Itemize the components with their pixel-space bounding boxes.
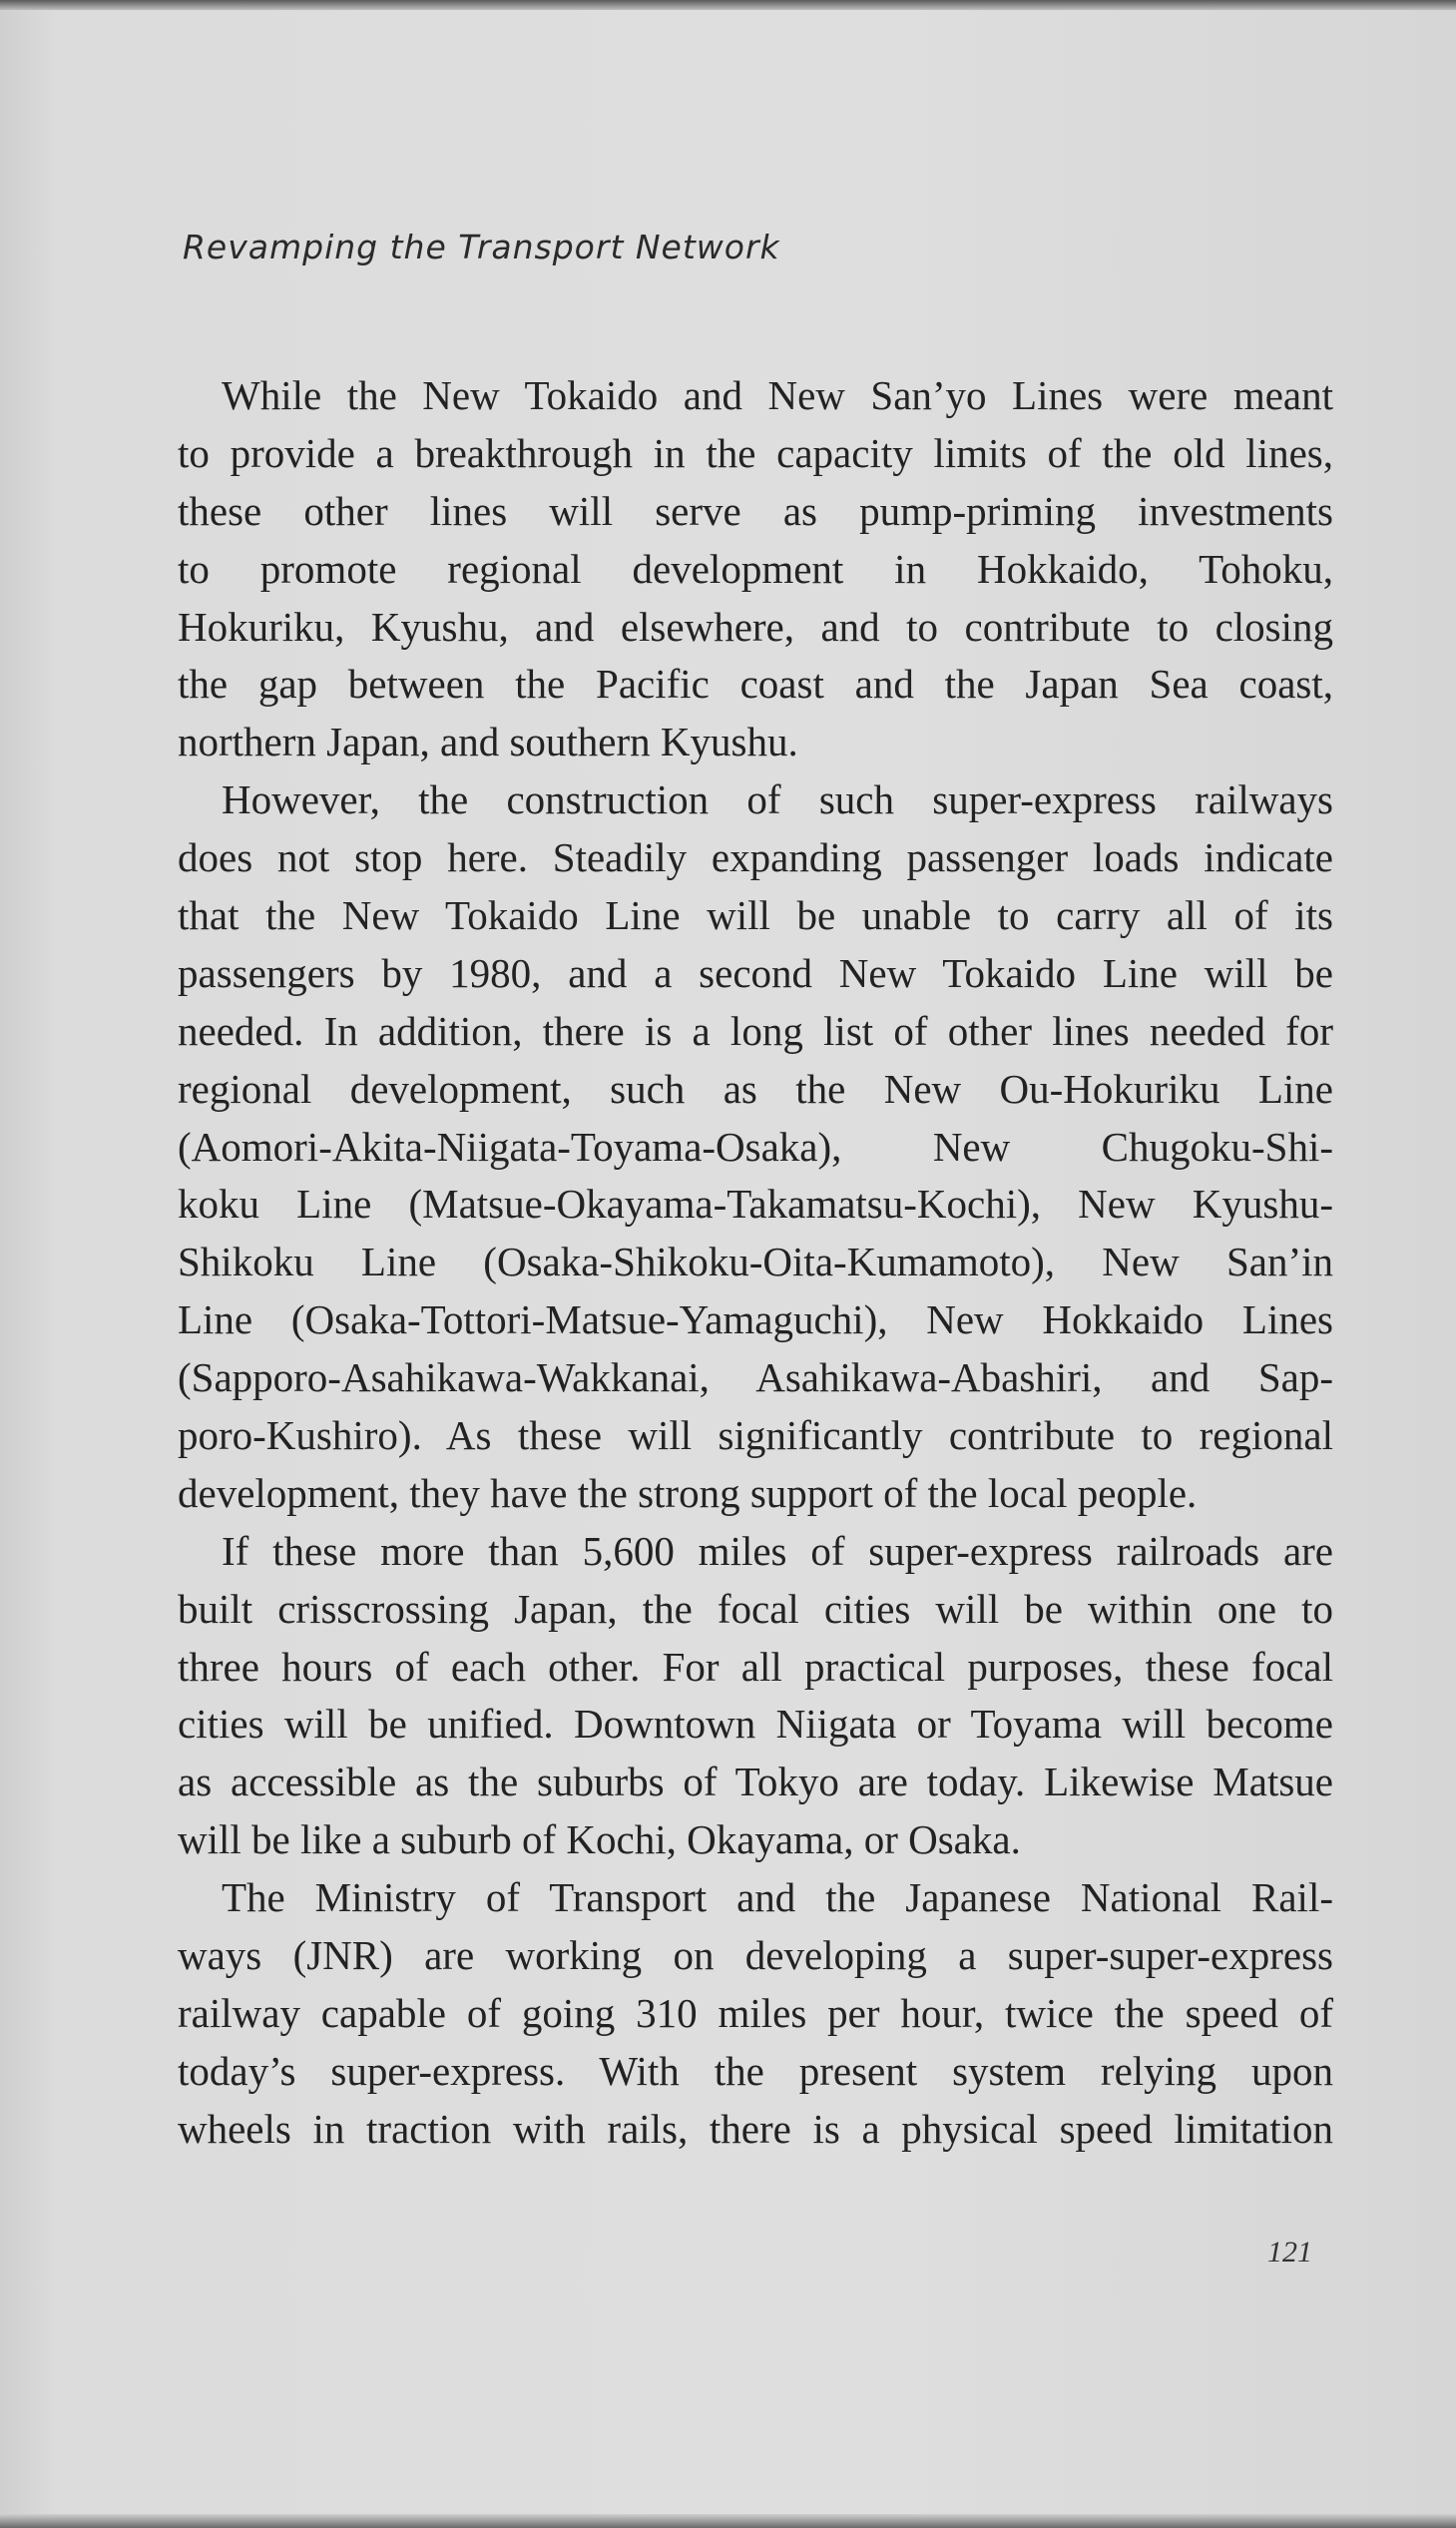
text-line: While the New Tokaido and New San’yo Lines were meant [222,372,1333,418]
text-line: today’s super-express. With the present system relying upon [178,2047,1333,2094]
text-line: Shikoku Line (Osaka-Shikoku-Oita-Kumamoto), New San’in [178,1239,1333,1285]
text-line: that the New Tokaido Line will be unable to carry all of its [178,892,1333,939]
text-line: does not stop here. Steadily expanding passenger loads indicate [178,834,1333,881]
paragraph [178,771,1333,1523]
text-line: these other lines will serve as pump-priming investments [178,487,1333,534]
running-header: Revamping the Transport Network [183,228,780,266]
text-line: railway capable of going 310 miles per hour, twice the speed of [178,1989,1333,2036]
paragraph [178,1869,1333,2158]
text-line: koku Line (Matsue-Okayama-Takamatsu-Kochi), New Kyushu- [178,1181,1333,1228]
text-line: three hours of each other. For all practical purposes, these focal [178,1643,1333,1690]
text-line: If these more than 5,600 miles of super-express railroads are [222,1527,1333,1574]
page-number: 121 [1267,2236,1312,2269]
text-line: ways (JNR) are working on developing a super-super-express [178,1932,1333,1979]
text-line: built crisscrossing Japan, the focal cities will be within one to [178,1585,1333,1632]
text-line: the gap between the Pacific coast and the Japan Sea coast, [178,661,1333,708]
paragraph [178,1523,1333,1869]
text-line: Hokuriku, Kyushu, and elsewhere, and to contribute to closing [178,603,1333,650]
text-line: northern Japan, and southern Kyushu. [178,719,798,765]
text-line: development, they have the strong support of the local people. [178,1469,1198,1516]
page-bottom-edge [0,2514,1456,2528]
text-line: cities will be unified. Downtown Niigata or Toyama will become [178,1701,1333,1748]
text-line: (Aomori-Akita-Niigata-Toyama-Osaka), New Chugoku-Shi- [178,1123,1333,1170]
page-top-edge [0,0,1456,10]
text-line: The Ministry of Transport and the Japanese National Rail- [222,1874,1333,1921]
text-line: However, the construction of such super-express railways [222,776,1333,823]
text-line: to promote regional development in Hokkaido, Tohoku, [178,545,1333,592]
paragraph [178,367,1333,771]
text-line: needed. In addition, there is a long list of other lines needed for [178,1007,1333,1054]
text-line: regional development, such as the New Ou-Hokuriku Line [178,1065,1333,1112]
text-line: will be like a suburb of Kochi, Okayama, or Osaka. [178,1816,1021,1863]
text-line: passengers by 1980, and a second New Tokaido Line will be [178,949,1333,996]
text-line: wheels in traction with rails, there is a physical speed limitation [178,2105,1333,2152]
text-line: poro-Kushiro). As these will significantly contribute to regional [178,1412,1333,1459]
body-text [178,367,1333,2159]
text-line: (Sapporo-Asahikawa-Wakkanai, Asahikawa-Abashiri, and Sap- [178,1354,1333,1401]
text-line: Line (Osaka-Tottori-Matsue-Yamaguchi), New Hokkaido Lines [178,1296,1333,1343]
text-line: to provide a breakthrough in the capacity limits of the old lines, [178,429,1333,476]
text-line: as accessible as the suburbs of Tokyo are today. Likewise Matsue [178,1759,1333,1805]
